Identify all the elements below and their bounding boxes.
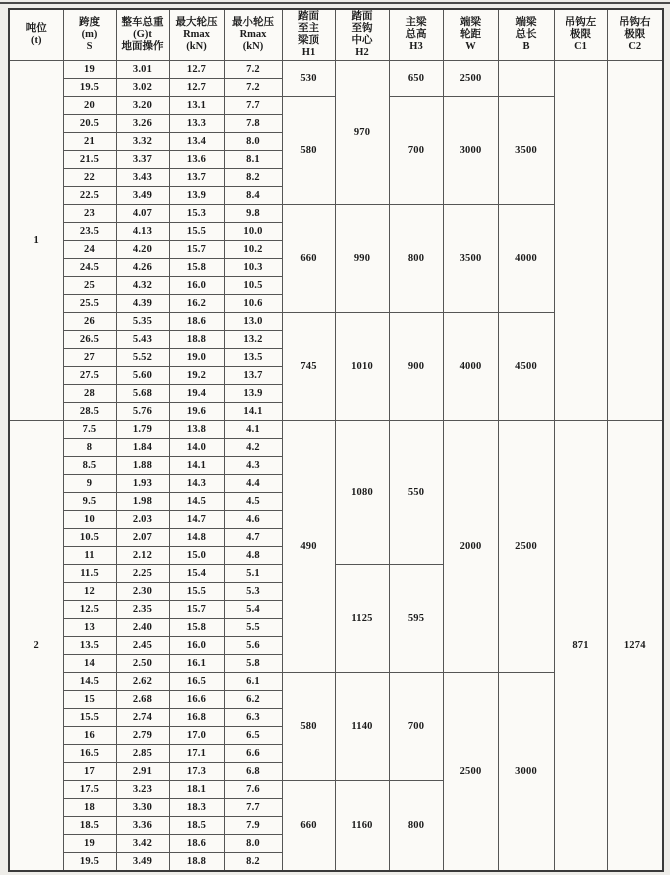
cell-g: 2.74	[116, 709, 169, 727]
cell-rmin: 4.4	[224, 475, 282, 493]
cell-s: 18	[63, 799, 116, 817]
col-header-line: 最小轮压	[232, 17, 274, 28]
col-header-c2	[607, 9, 663, 61]
col-header-tonnage	[9, 9, 63, 61]
cell-w: 2000	[443, 421, 498, 673]
cell-s: 8	[63, 439, 116, 457]
cell-rmax: 14.8	[169, 529, 224, 547]
cell-s: 9	[63, 475, 116, 493]
cell-rmax: 15.0	[169, 547, 224, 565]
cell-rmin: 8.0	[224, 133, 282, 151]
cell-h2: 970	[335, 61, 389, 205]
cell-rmax: 12.7	[169, 79, 224, 97]
cell-s: 22.5	[63, 187, 116, 205]
table-body	[9, 61, 663, 871]
cell-g: 3.26	[116, 115, 169, 133]
cell-rmax: 14.3	[169, 475, 224, 493]
col-header-line: 端梁	[515, 17, 537, 28]
cell-s: 11.5	[63, 565, 116, 583]
cell-g: 5.60	[116, 367, 169, 385]
cell-s: 9.5	[63, 493, 116, 511]
cell-rmax: 17.3	[169, 763, 224, 781]
cell-b: 4500	[498, 313, 554, 421]
cell-rmax: 15.5	[169, 223, 224, 241]
cell-s: 23.5	[63, 223, 116, 241]
cell-rmax: 18.6	[169, 835, 224, 853]
cell-s: 17	[63, 763, 116, 781]
cell-g: 2.25	[116, 565, 169, 583]
col-header-c1	[554, 9, 607, 61]
cell-rmin: 14.1	[224, 403, 282, 421]
cell-s: 27.5	[63, 367, 116, 385]
cell-rmax: 13.3	[169, 115, 224, 133]
col-header-b	[498, 9, 554, 61]
cell-rmin: 6.3	[224, 709, 282, 727]
cell-s: 25.5	[63, 295, 116, 313]
cell-g: 2.30	[116, 583, 169, 601]
cell-rmax: 15.7	[169, 601, 224, 619]
col-header-line: (m)	[81, 29, 98, 40]
col-header-line: 梁顶	[298, 35, 319, 46]
cell-s: 14	[63, 655, 116, 673]
cell-rmin: 10.2	[224, 241, 282, 259]
cell-b: 4000	[498, 205, 554, 313]
cell-rmax: 13.7	[169, 169, 224, 187]
cell-s: 19.5	[63, 853, 116, 871]
cell-rmax: 14.1	[169, 457, 224, 475]
cell-s: 26	[63, 313, 116, 331]
col-header-line: C2	[628, 41, 642, 52]
cell-tonnage: 1	[9, 61, 63, 421]
page-top-rule	[0, 2, 670, 4]
cell-g: 2.85	[116, 745, 169, 763]
cell-g: 3.36	[116, 817, 169, 835]
cell-c2: 1274	[607, 421, 663, 871]
cell-g: 2.12	[116, 547, 169, 565]
cell-rmin: 7.6	[224, 781, 282, 799]
cell-rmin: 8.2	[224, 169, 282, 187]
col-header-line: 地面操作	[121, 41, 164, 52]
cell-rmax: 13.9	[169, 187, 224, 205]
cell-rmin: 4.7	[224, 529, 282, 547]
cell-rmin: 8.0	[224, 835, 282, 853]
col-header-line: 轮距	[460, 29, 481, 40]
col-header-line: H3	[409, 41, 423, 52]
cell-g: 3.02	[116, 79, 169, 97]
cell-g: 1.84	[116, 439, 169, 457]
cell-s: 10	[63, 511, 116, 529]
cell-g: 2.07	[116, 529, 169, 547]
cell-rmax: 19.4	[169, 385, 224, 403]
cell-tonnage: 2	[9, 421, 63, 871]
cell-rmax: 18.5	[169, 817, 224, 835]
cell-rmax: 16.0	[169, 637, 224, 655]
cell-rmax: 15.3	[169, 205, 224, 223]
cell-g: 5.52	[116, 349, 169, 367]
cell-rmax: 18.6	[169, 313, 224, 331]
cell-rmax: 12.7	[169, 61, 224, 79]
cell-h2: 1140	[335, 673, 389, 781]
cell-s: 8.5	[63, 457, 116, 475]
cell-rmin: 4.3	[224, 457, 282, 475]
cell-g: 3.32	[116, 133, 169, 151]
col-header-line: W	[465, 41, 476, 52]
cell-h3: 650	[389, 61, 443, 97]
cell-rmin: 4.1	[224, 421, 282, 439]
col-header-line: (G)t	[133, 29, 152, 40]
cell-s: 13.5	[63, 637, 116, 655]
cell-s: 12.5	[63, 601, 116, 619]
cell-s: 11	[63, 547, 116, 565]
cell-s: 20.5	[63, 115, 116, 133]
cell-g: 3.49	[116, 187, 169, 205]
cell-h2: 990	[335, 205, 389, 313]
cell-w: 2500	[443, 61, 498, 97]
cell-h1: 745	[282, 313, 335, 421]
cell-rmin: 7.7	[224, 97, 282, 115]
col-header-line: 踏面	[351, 11, 373, 22]
cell-b: 3500	[498, 97, 554, 205]
cell-rmax: 13.8	[169, 421, 224, 439]
cell-rmin: 4.8	[224, 547, 282, 565]
cell-rmin: 4.2	[224, 439, 282, 457]
cell-g: 2.79	[116, 727, 169, 745]
cell-rmax: 19.6	[169, 403, 224, 421]
cell-h1: 580	[282, 97, 335, 205]
col-header-h2	[335, 9, 389, 61]
cell-b	[498, 61, 554, 97]
cell-s: 13	[63, 619, 116, 637]
cell-rmax: 19.0	[169, 349, 224, 367]
col-header-line: 吊钩左	[564, 17, 597, 28]
cell-h3: 800	[389, 781, 443, 871]
cell-g: 1.93	[116, 475, 169, 493]
cell-g: 4.32	[116, 277, 169, 295]
col-header-line: 至钩	[351, 23, 373, 34]
cell-g: 3.42	[116, 835, 169, 853]
cell-s: 25	[63, 277, 116, 295]
cell-rmax: 17.0	[169, 727, 224, 745]
cell-rmin: 6.1	[224, 673, 282, 691]
col-header-line: 整车总重	[121, 17, 164, 28]
col-header-line: C1	[574, 41, 587, 52]
cell-rmin: 10.6	[224, 295, 282, 313]
cell-s: 20	[63, 97, 116, 115]
cell-rmax: 16.0	[169, 277, 224, 295]
cell-rmax: 14.7	[169, 511, 224, 529]
cell-rmin: 7.7	[224, 799, 282, 817]
cell-g: 4.13	[116, 223, 169, 241]
cell-rmin: 6.6	[224, 745, 282, 763]
col-header-line: 至主	[298, 23, 319, 34]
cell-h3: 700	[389, 97, 443, 205]
cell-rmax: 14.0	[169, 439, 224, 457]
cell-rmin: 13.5	[224, 349, 282, 367]
cell-rmin: 13.9	[224, 385, 282, 403]
cell-g: 2.40	[116, 619, 169, 637]
cell-rmax: 18.3	[169, 799, 224, 817]
cell-rmax: 15.4	[169, 565, 224, 583]
col-header-line: 极限	[570, 29, 591, 40]
cell-h1: 660	[282, 781, 335, 871]
cell-c1	[554, 61, 607, 421]
cell-b: 3000	[498, 673, 554, 871]
cell-s: 23	[63, 205, 116, 223]
cell-rmax: 15.7	[169, 241, 224, 259]
cell-rmin: 7.8	[224, 115, 282, 133]
col-header-h1	[282, 9, 335, 61]
cell-h1: 580	[282, 673, 335, 781]
cell-g: 2.35	[116, 601, 169, 619]
cell-rmin: 13.2	[224, 331, 282, 349]
col-header-rmin	[224, 9, 282, 61]
col-header-w	[443, 9, 498, 61]
cell-rmin: 5.3	[224, 583, 282, 601]
col-header-line: Rmax	[239, 29, 267, 40]
cell-g: 3.43	[116, 169, 169, 187]
col-header-line: 吊钩右	[619, 17, 651, 28]
table-row	[9, 61, 663, 79]
cell-h1: 490	[282, 421, 335, 673]
cell-rmin: 10.3	[224, 259, 282, 277]
cell-g: 2.50	[116, 655, 169, 673]
cell-h3: 900	[389, 313, 443, 421]
cell-h3: 595	[389, 565, 443, 673]
cell-rmax: 13.1	[169, 97, 224, 115]
cell-s: 22	[63, 169, 116, 187]
cell-h3: 550	[389, 421, 443, 565]
cell-s: 18.5	[63, 817, 116, 835]
col-header-h3	[389, 9, 443, 61]
cell-rmin: 4.5	[224, 493, 282, 511]
cell-rmax: 19.2	[169, 367, 224, 385]
cell-w: 3000	[443, 97, 498, 205]
col-header-line: 中心	[351, 35, 373, 46]
cell-g: 2.62	[116, 673, 169, 691]
header-row	[9, 9, 663, 61]
cell-h1: 530	[282, 61, 335, 97]
cell-rmin: 6.8	[224, 763, 282, 781]
col-header-line: 最大轮压	[175, 17, 218, 28]
cell-rmax: 18.8	[169, 331, 224, 349]
cell-w: 4000	[443, 313, 498, 421]
col-header-line: H1	[301, 47, 316, 58]
cell-rmax: 18.8	[169, 853, 224, 871]
col-header-g	[116, 9, 169, 61]
cell-s: 17.5	[63, 781, 116, 799]
cell-s: 10.5	[63, 529, 116, 547]
cell-h2: 1160	[335, 781, 389, 871]
cell-h2: 1080	[335, 421, 389, 565]
cell-rmin: 5.1	[224, 565, 282, 583]
cell-s: 15.5	[63, 709, 116, 727]
cell-rmin: 6.5	[224, 727, 282, 745]
col-header-line: S	[86, 41, 93, 52]
cell-s: 28	[63, 385, 116, 403]
cell-h1: 660	[282, 205, 335, 313]
cell-g: 2.03	[116, 511, 169, 529]
cell-rmin: 10.0	[224, 223, 282, 241]
cell-s: 26.5	[63, 331, 116, 349]
cell-rmin: 5.8	[224, 655, 282, 673]
col-header-s	[63, 9, 116, 61]
cell-g: 3.49	[116, 853, 169, 871]
cell-rmin: 13.0	[224, 313, 282, 331]
cell-rmax: 15.8	[169, 259, 224, 277]
cell-s: 14.5	[63, 673, 116, 691]
cell-h3: 800	[389, 205, 443, 313]
cell-g: 2.45	[116, 637, 169, 655]
cell-g: 1.88	[116, 457, 169, 475]
cell-s: 21	[63, 133, 116, 151]
cell-rmax: 16.6	[169, 691, 224, 709]
col-header-line: Rmax	[183, 29, 210, 40]
col-header-line: 吨位	[25, 23, 47, 34]
cell-rmin: 6.2	[224, 691, 282, 709]
cell-rmax: 16.8	[169, 709, 224, 727]
cell-s: 27	[63, 349, 116, 367]
cell-rmin: 5.6	[224, 637, 282, 655]
cell-rmin: 4.6	[224, 511, 282, 529]
cell-rmin: 9.8	[224, 205, 282, 223]
cell-rmax: 15.8	[169, 619, 224, 637]
cell-h2: 1125	[335, 565, 389, 673]
cell-s: 28.5	[63, 403, 116, 421]
cell-g: 2.91	[116, 763, 169, 781]
cell-s: 19	[63, 61, 116, 79]
cell-rmin: 7.9	[224, 817, 282, 835]
cell-g: 2.68	[116, 691, 169, 709]
cell-h3: 700	[389, 673, 443, 781]
cell-s: 7.5	[63, 421, 116, 439]
cell-rmax: 15.5	[169, 583, 224, 601]
cell-g: 4.07	[116, 205, 169, 223]
cell-rmin: 8.1	[224, 151, 282, 169]
col-header-line: 踏面	[298, 11, 319, 22]
cell-s: 12	[63, 583, 116, 601]
cell-rmax: 14.5	[169, 493, 224, 511]
cell-c2	[607, 61, 663, 421]
col-header-line: 端梁	[460, 17, 481, 28]
cell-rmin: 7.2	[224, 61, 282, 79]
cell-g: 4.26	[116, 259, 169, 277]
cell-g: 1.98	[116, 493, 169, 511]
col-header-rmax	[169, 9, 224, 61]
table-row	[9, 421, 663, 439]
col-header-line: 极限	[624, 29, 646, 40]
cell-rmax: 16.5	[169, 673, 224, 691]
cell-c1: 871	[554, 421, 607, 871]
cell-g: 5.68	[116, 385, 169, 403]
cell-g: 3.37	[116, 151, 169, 169]
cell-rmin: 7.2	[224, 79, 282, 97]
cell-rmin: 10.5	[224, 277, 282, 295]
col-header-line: 总长	[515, 29, 537, 40]
cell-b: 2500	[498, 421, 554, 673]
cell-g: 4.20	[116, 241, 169, 259]
cell-s: 24.5	[63, 259, 116, 277]
cell-g: 3.30	[116, 799, 169, 817]
cell-s: 19.5	[63, 79, 116, 97]
cell-rmax: 17.1	[169, 745, 224, 763]
col-header-line: H2	[355, 47, 369, 58]
col-header-line: 总高	[405, 29, 427, 40]
cell-g: 1.79	[116, 421, 169, 439]
cell-g: 5.43	[116, 331, 169, 349]
cell-s: 16.5	[63, 745, 116, 763]
crane-spec-table	[8, 8, 664, 872]
cell-s: 19	[63, 835, 116, 853]
cell-s: 21.5	[63, 151, 116, 169]
col-header-line: 跨度	[79, 17, 100, 28]
col-header-line: (t)	[31, 35, 42, 46]
cell-g: 3.01	[116, 61, 169, 79]
cell-s: 15	[63, 691, 116, 709]
col-header-line: B	[522, 41, 530, 52]
cell-s: 24	[63, 241, 116, 259]
cell-g: 5.76	[116, 403, 169, 421]
col-header-line: (kN)	[186, 41, 207, 52]
cell-rmax: 18.1	[169, 781, 224, 799]
cell-rmax: 16.1	[169, 655, 224, 673]
cell-rmax: 13.4	[169, 133, 224, 151]
cell-w: 2500	[443, 673, 498, 871]
cell-s: 16	[63, 727, 116, 745]
cell-rmin: 5.4	[224, 601, 282, 619]
cell-rmax: 16.2	[169, 295, 224, 313]
cell-w: 3500	[443, 205, 498, 313]
cell-g: 4.39	[116, 295, 169, 313]
cell-rmin: 8.4	[224, 187, 282, 205]
cell-g: 3.20	[116, 97, 169, 115]
cell-rmin: 8.2	[224, 853, 282, 871]
col-header-line: (kN)	[242, 41, 264, 52]
cell-g: 3.23	[116, 781, 169, 799]
col-header-line: 主梁	[405, 17, 427, 28]
cell-g: 5.35	[116, 313, 169, 331]
cell-rmin: 13.7	[224, 367, 282, 385]
table-header	[9, 9, 663, 61]
cell-h2: 1010	[335, 313, 389, 421]
cell-rmin: 5.5	[224, 619, 282, 637]
cell-rmax: 13.6	[169, 151, 224, 169]
